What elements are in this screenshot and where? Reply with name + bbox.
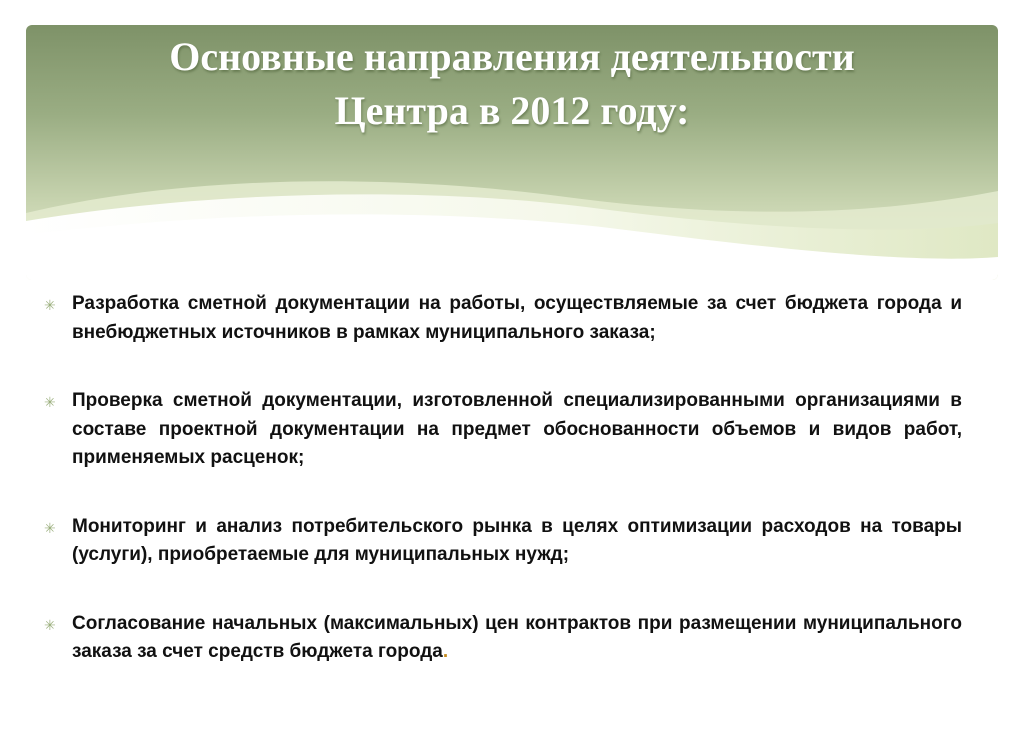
bullet-text: Разработка сметной документации на работы, осуществляемые за счет бюджета города и внебюджетных источников в рамках муниципального заказа; [72,293,962,343]
bullet-text: Согласование начальных (максимальных) цен контрактов при размещении муниципального заказа за счет средств бюджета города [72,612,962,662]
slide-title [26,30,998,138]
title-line-1: Основные направления деятельности [169,34,855,79]
bullet-marker-icon: ✳ [44,394,56,410]
bullet-text: Мониторинг и анализ потребительского рынка в целях оптимизации расходов на товары (услуги), приобретаемые для муниципальных нужд; [72,515,962,565]
bullet-marker-icon: ✳ [44,519,56,536]
title-line-2: Центра в 2012 году: [334,88,690,133]
bullet-text: Проверка сметной документации, изготовленной специализированными организациями в составе проектной документации на предмет обоснованности объемов и видов работ, применяемых расценок; [72,390,962,468]
bullet-item [44,610,962,667]
bullet-item [44,290,962,347]
bullet-marker-icon: ✳ [44,297,56,313]
bullet-end-dot: . [442,641,449,662]
bullet-list [44,290,962,667]
bullet-marker-icon: ✳ [44,616,56,633]
bullet-item [44,513,962,570]
bullet-item [44,387,962,473]
